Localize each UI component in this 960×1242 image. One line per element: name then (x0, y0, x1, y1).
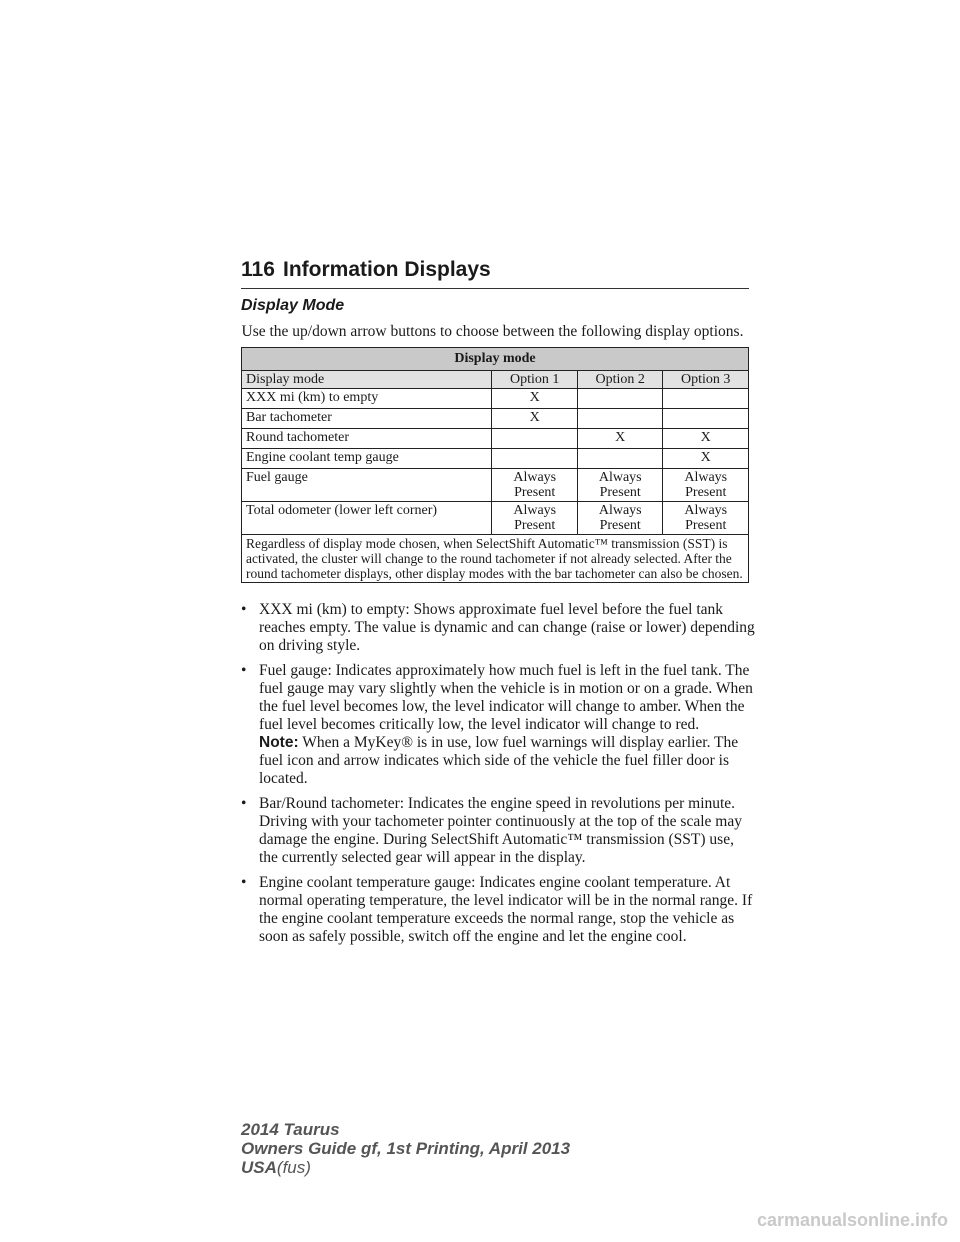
intro-paragraph-cell: Use the up/down arrow buttons to choose between the following display options. (241, 323, 744, 340)
footer (241, 1120, 570, 1177)
bullet-text: Engine coolant temperature gauge: Indicates engine coolant temperature. At normal operating temperature, the level indicator will be in the normal range. If the engine coolant temperature exceeds the normal range, stop the vehicle as soon as safely possible, switch off the engine and let the engine cool. (259, 874, 753, 945)
page-number: 116 (241, 258, 275, 281)
option-cell (577, 449, 663, 469)
list-item (241, 662, 756, 788)
table-row (242, 409, 749, 429)
option-cell (577, 389, 663, 409)
table-row (242, 389, 749, 409)
list-item (241, 874, 756, 946)
row-label: Total odometer (lower left corner) (242, 502, 492, 535)
display-mode-table (241, 323, 749, 583)
subheading: Display Mode (241, 297, 345, 314)
bullet-list (241, 601, 756, 953)
note-label: Note: (259, 734, 299, 751)
option-cell: Always Present (577, 469, 663, 502)
option-cell: Always Present (663, 469, 749, 502)
table-row (242, 469, 749, 502)
bullet-marker: • (241, 601, 247, 618)
table-row (242, 429, 749, 449)
table-note: Regardless of display mode chosen, when SelectShift Automatic™ transmission (SST) is activated, the cluster will change to the round tachometer if not already selected. After the round tachometer displays, other display modes with the bar tachometer can also be chosen. (242, 535, 749, 583)
list-item (241, 795, 756, 867)
watermark: carmanualsonline.info (756, 1210, 948, 1230)
option-cell: Always Present (663, 502, 749, 535)
option-cell: X (663, 429, 749, 449)
row-label: Engine coolant temp gauge (242, 449, 492, 469)
row-label: Fuel gauge (242, 469, 492, 502)
footer-line: Owners Guide gf, 1st Printing, April 2013 (241, 1139, 571, 1158)
footer-line: 2014 Taurus (241, 1120, 340, 1139)
column-header: Option 2 (577, 371, 663, 389)
option-cell: Always Present (492, 469, 578, 502)
option-cell (492, 429, 578, 449)
bullet-marker: • (241, 874, 247, 891)
table-note-row (242, 535, 749, 583)
option-cell (663, 389, 749, 409)
bullet-marker: • (241, 795, 247, 812)
column-header: Option 1 (492, 371, 578, 389)
row-label: XXX mi (km) to empty (242, 389, 492, 409)
option-cell (577, 409, 663, 429)
footer-line (241, 1158, 570, 1177)
bullet-marker: • (241, 662, 247, 679)
table-row (242, 502, 749, 535)
option-cell (663, 409, 749, 429)
bullet-text: Bar/Round tachometer: Indicates the engine speed in revolutions per minute. Driving with your tachometer pointer continuously at the top of the scale may damage the engine. During SelectShift Automatic™ transmission (SST) use, the currently selected gear will appear in the display. (259, 795, 742, 866)
row-label: Round tachometer (242, 429, 492, 449)
column-header: Display mode (242, 371, 492, 389)
column-header: Option 3 (663, 371, 749, 389)
option-cell: Always Present (577, 502, 663, 535)
footer-region-code: (fus) (276, 1158, 311, 1177)
table-caption: Display mode (242, 348, 749, 371)
note-text: When a MyKey® is in use, low fuel warnings will display earlier. The fuel icon and arrow indicates which side of the vehicle the fuel filler door is located. (259, 734, 739, 787)
option-cell: Always Present (492, 502, 578, 535)
section-title: Information Displays (283, 258, 491, 281)
table-row (242, 449, 749, 469)
page-header (241, 258, 749, 289)
option-cell: X (492, 389, 578, 409)
option-cell (492, 449, 578, 469)
option-cell: X (577, 429, 663, 449)
bullet-text: Fuel gauge: Indicates approximately how much fuel is left in the fuel tank. The fuel gauge may vary slightly when the vehicle is in motion or on a grade. When the fuel level becomes low, the level indicator will change to amber. When the fuel level becomes critically low, the level indicator will change to red. (259, 662, 753, 733)
list-item (241, 601, 756, 655)
bullet-text: XXX mi (km) to empty: Shows approximate fuel level before the fuel tank reaches empty. The value is dynamic and can change (raise or lower) depending on driving style. (259, 601, 755, 654)
footer-region: USA (241, 1158, 277, 1177)
option-cell: X (663, 449, 749, 469)
option-cell: X (492, 409, 578, 429)
row-label: Bar tachometer (242, 409, 492, 429)
table-header-row (242, 371, 749, 389)
